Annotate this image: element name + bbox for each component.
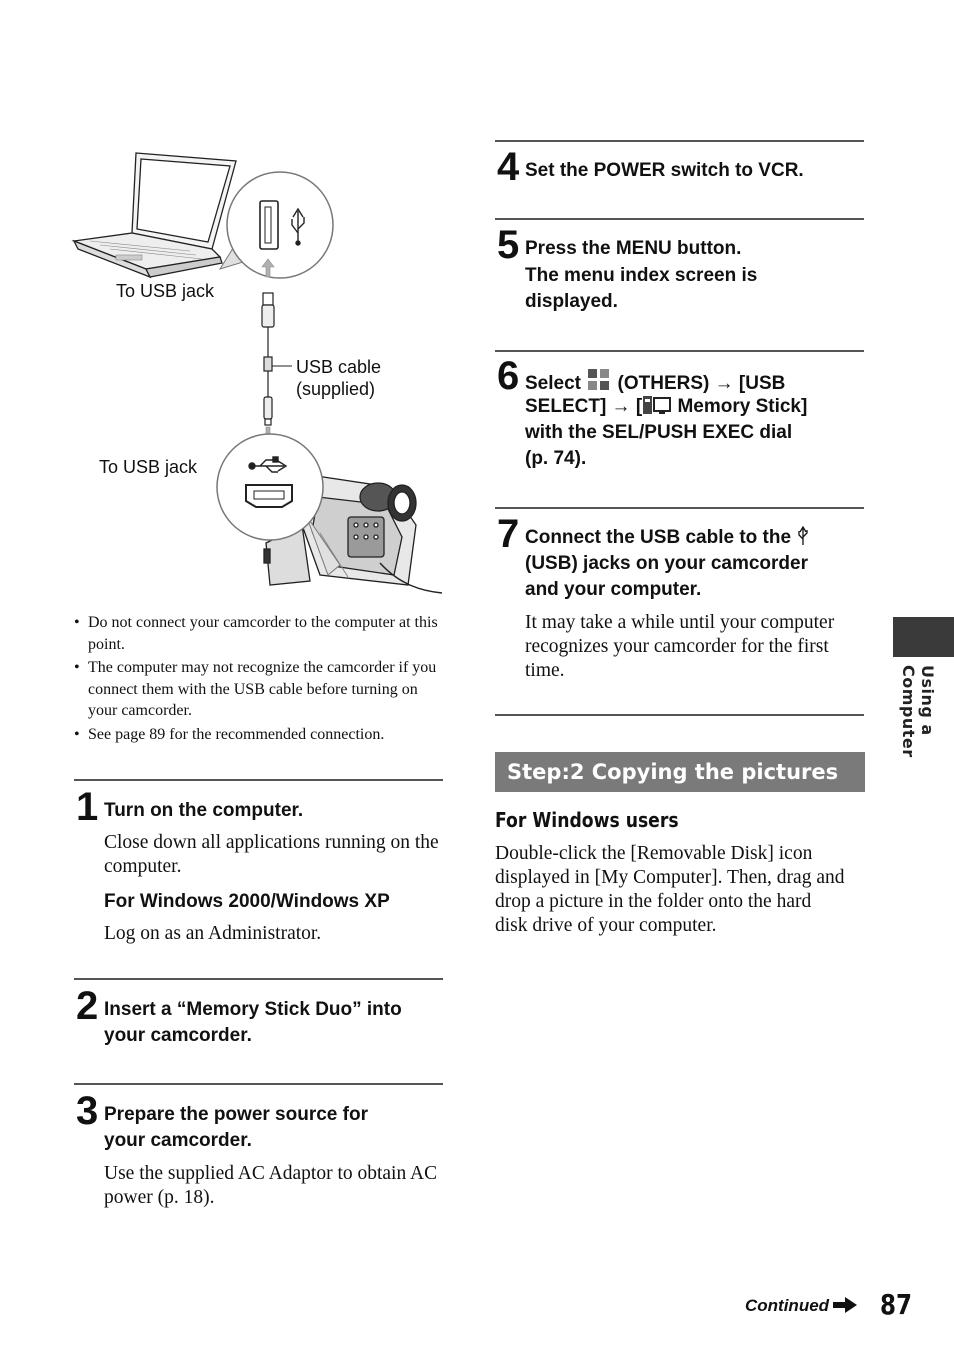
step-heading-1: Turn on the computer. bbox=[104, 800, 304, 821]
step-heading-7c: and your computer. bbox=[525, 579, 702, 600]
step-heading-5b: The menu index screen is bbox=[525, 265, 758, 286]
step-heading-7b: (USB) jacks on your camcorder bbox=[525, 553, 808, 574]
divider bbox=[495, 350, 864, 352]
divider bbox=[74, 779, 443, 781]
note-item: • Do not connect your camcorder to the computer at this point. bbox=[74, 612, 446, 655]
step-body-3: Use the supplied AC Adaptor to obtain AC power (p. 18). bbox=[104, 1163, 438, 1208]
divider bbox=[495, 140, 864, 142]
connection-figure bbox=[70, 145, 450, 605]
page-number: 87 bbox=[880, 1288, 912, 1321]
step-number-7: 7 bbox=[497, 512, 520, 556]
step-heading-3a: Prepare the power source for bbox=[104, 1104, 368, 1125]
arrow-right-icon bbox=[833, 1297, 857, 1313]
step6-select-usb-text: SELECT] → [ bbox=[525, 396, 643, 417]
step-number-4: 4 bbox=[497, 145, 520, 189]
notes-list bbox=[74, 612, 446, 747]
section-banner: Step:2 Copying the pictures bbox=[495, 752, 865, 792]
step-heading-6a bbox=[525, 367, 785, 397]
step-subheading-1: For Windows 2000/Windows XP bbox=[104, 891, 390, 912]
step-number-5: 5 bbox=[497, 223, 520, 267]
step-number-2: 2 bbox=[76, 984, 99, 1028]
step6-others-text: (OTHERS) → [USB bbox=[617, 373, 786, 394]
divider bbox=[495, 507, 864, 509]
step-body-1: Close down all applications running on the computer. bbox=[104, 832, 439, 877]
step-subbody-1: Log on as an Administrator. bbox=[104, 923, 322, 944]
divider bbox=[495, 714, 864, 716]
usb-icon bbox=[796, 525, 810, 547]
chapter-label: Using a Computer bbox=[899, 665, 937, 758]
label-usb-cable-1: USB cable bbox=[296, 357, 382, 377]
note-item: • The computer may not recognize the camcorder if you connect them with the USB cable before turning on your camcorder. bbox=[74, 657, 446, 722]
step7-connect-text: Connect the USB cable to the bbox=[525, 527, 792, 548]
step-heading-6d: (p. 74). bbox=[525, 448, 587, 469]
label-usb-jack-bottom: To USB jack bbox=[99, 457, 198, 477]
step-body-7: It may take a while until your computer recognizes your camcorder for the first time. bbox=[525, 612, 835, 681]
step6-select-text: Select bbox=[525, 373, 581, 394]
step-heading-5c: displayed. bbox=[525, 291, 618, 312]
step-heading-6b bbox=[525, 394, 807, 420]
chapter-tab bbox=[893, 617, 954, 657]
step-number-3: 3 bbox=[76, 1089, 99, 1133]
section-body: Double-click the [Removable Disk] icon displayed in [My Computer]. Then, drag and drop a picture in the folder onto the hard disk drive of your computer. bbox=[495, 843, 845, 936]
note-item: • See page 89 for the recommended connection. bbox=[74, 724, 446, 746]
label-usb-cable-2: (supplied) bbox=[296, 379, 376, 399]
usb-port-callout-top bbox=[227, 172, 333, 278]
step-heading-2b: your camcorder. bbox=[104, 1025, 252, 1046]
step-heading-2a: Insert a “Memory Stick Duo” into bbox=[104, 999, 402, 1020]
step-heading-6c: with the SEL/PUSH EXEC dial bbox=[525, 422, 793, 443]
step6-memory-stick-text: Memory Stick] bbox=[677, 396, 808, 417]
memory-stick-icon bbox=[642, 394, 672, 416]
step-number-6: 6 bbox=[497, 354, 520, 398]
step-heading-3b: your camcorder. bbox=[104, 1130, 252, 1151]
usb-connection-illustration bbox=[70, 145, 450, 605]
section-subtitle: For Windows users bbox=[495, 808, 679, 832]
footer-continued bbox=[745, 1296, 857, 1316]
laptop-illustration bbox=[74, 153, 236, 277]
step-heading-5a: Press the MENU button. bbox=[525, 238, 742, 259]
step-number-1: 1 bbox=[76, 785, 99, 829]
step-heading-7a bbox=[525, 525, 810, 551]
usb-cable-illustration bbox=[262, 293, 292, 425]
step-heading-4: Set the POWER switch to VCR. bbox=[525, 160, 804, 181]
divider bbox=[74, 1083, 443, 1085]
continued-text: Continued bbox=[745, 1296, 830, 1315]
divider bbox=[495, 218, 864, 220]
divider bbox=[74, 978, 443, 980]
label-usb-jack-top: To USB jack bbox=[116, 281, 215, 301]
others-icon bbox=[586, 367, 612, 393]
